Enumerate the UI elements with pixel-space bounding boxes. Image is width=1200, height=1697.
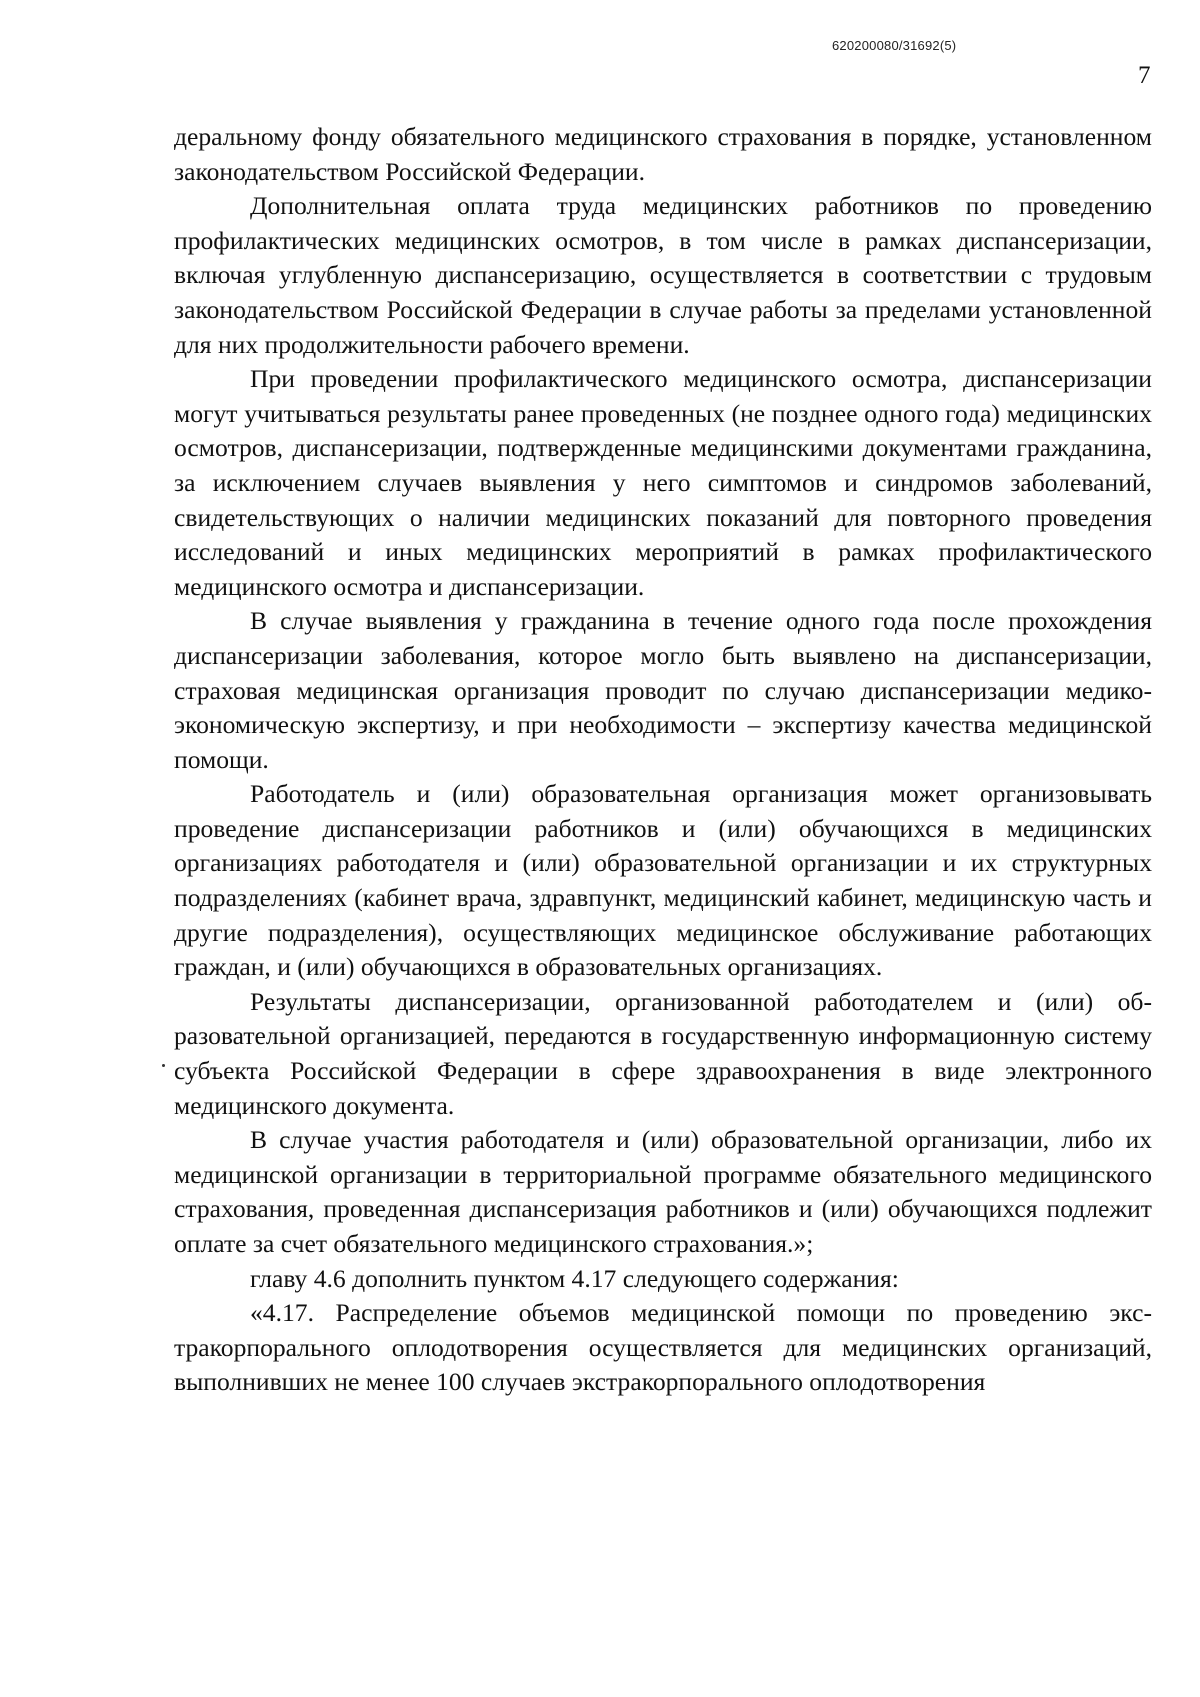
paragraph: Результаты диспансеризации, организованной работодателем и (или) образовательной организацией, передаются в государственную информационную систему субъекта Российской Федерации в сфере здравоохранения в виде электронного медицинского документа. <box>174 986 1152 1120</box>
paragraph: При проведении профилактического медицинского осмотра, диспансеризации могут учитываться результаты ранее проведенных (не позднее одного года) медицинских осмотров, диспансеризации, подтвержденные медицинскими документами гражданина, за исключением случаев выявления у него симптомов и синдромов заболеваний, свидетельствующих о наличии медицинских показаний для повторного проведения исследований и иных медицинских мероприятий в рамках профилактического медицинского осмотра и диспансеризации. <box>174 364 1152 601</box>
document-body <box>174 120 1152 1400</box>
scan-dot <box>162 1064 165 1067</box>
paragraph: «4.17. Распределение объемов медицинской помощи по проведению экстракорпорального оплодотворения осуществляется для медицинских организаций, выполнивших не менее 100 случаев экстракорпорального оплодотворения <box>174 1298 1152 1397</box>
paragraph: деральному фонду обязательного медицинского страхования в порядке, установленном законодательством Российской Федерации. <box>174 122 1152 186</box>
paragraph: главу 4.6 дополнить пунктом 4.17 следующего содержания: <box>250 1263 899 1293</box>
document-id: 620200080/31692(5) <box>832 38 957 53</box>
paragraph: В случае участия работодателя и (или) образовательной организации, либо их медицинской организации в территориальной программе обязательного медицинского страхования, проведенная диспансеризация работников и (или) обучающихся подлежит оплате за счет обязательного медицинского страхования.»; <box>174 1125 1152 1258</box>
paragraph: В случае выявления у гражданина в течение одного года после прохождения диспансеризации заболевания, которое могло быть выявлено на диспансеризации, страховая медицинская организация проводит по случаю диспансеризации медико-экономическую экспертизу, и при необходимости – экспертизу качества медицинской помощи. <box>174 606 1152 774</box>
paragraph: Дополнительная оплата труда медицинских работников по проведению профилактических медицинских осмотров, в том числе в рамках диспансеризации, включая углубленную диспансеризацию, осуществляется в соответствии с трудовым законодательством Российской Федерации в случае работы за пределами установленной для них продолжительности рабочего времени. <box>174 191 1152 359</box>
page-number: 7 <box>1138 62 1151 89</box>
paragraph: Работодатель и (или) образовательная организация может организовывать проведение диспансеризации работников и (или) обучающихся в медицинских организациях работодателя и (или) образовательной организации и их структурных подразделениях (кабинет врача, здравпункт, медицинский кабинет, медицинскую часть и другие подразделения), осуществляющих медицинское обслуживание работающих граждан, и (или) обучающихся в образовательных организациях. <box>174 779 1152 982</box>
